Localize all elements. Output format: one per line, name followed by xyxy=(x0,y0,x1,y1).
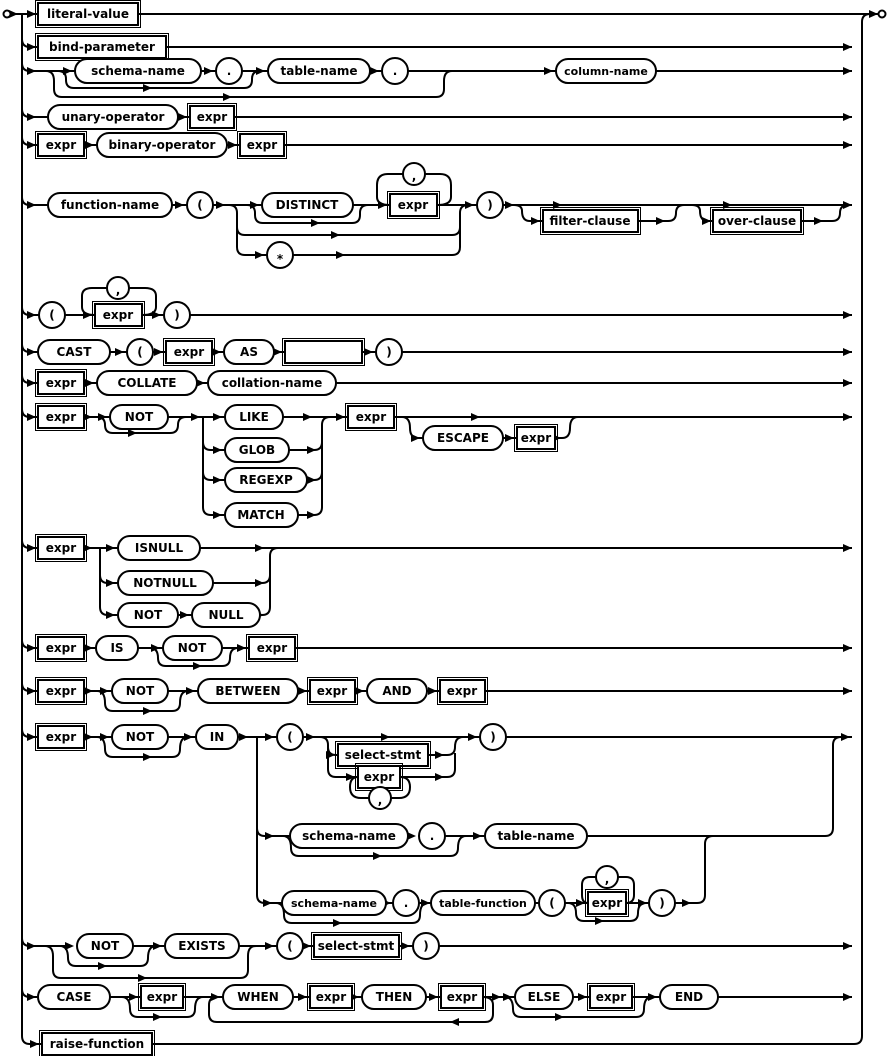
punct-comma xyxy=(596,866,618,888)
node-expr[interactable] xyxy=(36,635,87,662)
svg-text:collation-name: collation-name xyxy=(221,376,323,390)
svg-text:over-clause[interactable]: over-clause xyxy=(717,214,797,228)
node-literal-value[interactable] xyxy=(36,1,141,28)
node-expr[interactable] xyxy=(247,635,298,662)
node-select-stmt[interactable] xyxy=(312,933,402,960)
svg-text:,: , xyxy=(377,793,383,807)
svg-text:column-name: column-name xyxy=(564,65,648,78)
node-function-name xyxy=(48,193,172,217)
svg-text:NOTNULL: NOTNULL xyxy=(133,576,197,590)
punct-comma xyxy=(403,163,425,185)
punct-lparen xyxy=(539,890,565,916)
keyword-distinct xyxy=(262,193,353,217)
svg-text:expr[interactable]: expr xyxy=(316,684,348,698)
punct-rparen xyxy=(413,933,439,959)
svg-text:): ) xyxy=(174,308,180,322)
punct-star xyxy=(267,242,293,268)
node-binary-operator xyxy=(97,133,227,157)
svg-text:ESCAPE: ESCAPE xyxy=(437,431,489,445)
keyword-not xyxy=(118,603,178,627)
svg-text:expr[interactable]: expr xyxy=(591,896,623,910)
svg-text:expr[interactable]: expr xyxy=(45,730,77,744)
keyword-glob xyxy=(225,438,289,462)
svg-text:expr[interactable]: expr xyxy=(173,345,205,359)
punct-rparen xyxy=(480,724,506,750)
punct-dot xyxy=(419,823,445,849)
svg-text:expr[interactable]: expr xyxy=(246,138,278,152)
svg-text:MATCH: MATCH xyxy=(237,508,285,522)
node-unary-operator xyxy=(48,105,178,129)
svg-text:function-name: function-name xyxy=(60,198,160,212)
node-expr[interactable] xyxy=(238,132,287,159)
svg-text:EXISTS: EXISTS xyxy=(178,939,226,953)
svg-text:NOT: NOT xyxy=(177,641,207,655)
punct-comma xyxy=(107,277,129,299)
svg-text:expr[interactable]: expr xyxy=(45,376,77,390)
node-collation-name xyxy=(208,371,336,395)
svg-text:NOT: NOT xyxy=(125,684,155,698)
svg-text:*: * xyxy=(276,252,284,266)
node-expr[interactable] xyxy=(36,535,87,562)
svg-text:REGEXP: REGEXP xyxy=(239,473,293,487)
svg-text:): ) xyxy=(386,345,392,359)
node-filter-clause[interactable] xyxy=(541,208,641,235)
svg-text:table-name: table-name xyxy=(497,829,575,843)
punct-rparen xyxy=(164,302,190,328)
punct-dot xyxy=(393,890,419,916)
punct-rparen xyxy=(649,890,675,916)
svg-text:expr[interactable]: expr xyxy=(146,990,178,1004)
svg-text:NOT: NOT xyxy=(124,410,154,424)
punct-lparen xyxy=(127,339,153,365)
svg-text:expr[interactable]: expr xyxy=(256,641,288,655)
svg-text:AS: AS xyxy=(240,345,258,359)
keyword-case xyxy=(38,985,110,1009)
node-raise-function[interactable] xyxy=(40,1031,155,1056)
svg-text:(: ( xyxy=(197,198,203,212)
svg-text:.: . xyxy=(226,64,232,78)
svg-text:raise-function[interactable]: raise-function xyxy=(49,1037,145,1051)
svg-text:.: . xyxy=(392,64,398,78)
keyword-else xyxy=(515,985,573,1009)
svg-text:table-name: table-name xyxy=(280,64,358,78)
svg-text:,: , xyxy=(115,283,121,297)
keyword-when xyxy=(223,985,293,1009)
keyword-like xyxy=(225,405,283,429)
node-expr[interactable] xyxy=(586,890,629,917)
keyword-match xyxy=(225,503,298,527)
svg-text:expr[interactable]: expr xyxy=(196,110,228,124)
svg-text:expr[interactable]: expr xyxy=(45,684,77,698)
svg-text:select-stmt[interactable]: select-stmt xyxy=(344,748,422,762)
svg-text:DISTINCT: DISTINCT xyxy=(275,198,339,212)
node-expr[interactable] xyxy=(515,425,558,452)
svg-text:): ) xyxy=(659,896,665,910)
node-expr[interactable] xyxy=(388,192,440,219)
node-bind-parameter[interactable] xyxy=(36,34,169,61)
node-over-clause[interactable] xyxy=(711,208,804,235)
keyword-between xyxy=(198,679,298,703)
svg-text:,: , xyxy=(604,872,610,886)
svg-text:WHEN: WHEN xyxy=(237,990,279,1004)
svg-text:THEN: THEN xyxy=(375,990,413,1004)
keyword-not xyxy=(112,679,168,703)
keyword-not xyxy=(163,636,222,660)
svg-text:select-stmt[interactable]: select-stmt xyxy=(317,939,395,953)
keyword-null xyxy=(192,603,260,627)
start-terminal-icon xyxy=(4,11,11,18)
svg-text:.: . xyxy=(403,896,409,910)
node-expr[interactable] xyxy=(36,132,87,159)
punct-rparen xyxy=(376,339,402,365)
svg-text:binary-operator: binary-operator xyxy=(108,138,216,152)
keyword-regexp xyxy=(225,468,307,492)
svg-text:literal-value[interactable]: literal-value xyxy=(47,7,129,21)
svg-text:expr[interactable]: expr xyxy=(446,990,478,1004)
svg-text:expr[interactable]: expr xyxy=(45,641,77,655)
node-table-name xyxy=(268,59,370,83)
keyword-not xyxy=(110,405,168,429)
svg-text:expr[interactable]: expr xyxy=(363,770,395,784)
svg-text:(: ( xyxy=(49,308,55,322)
node-select-stmt[interactable] xyxy=(336,742,431,769)
node-schema-name xyxy=(290,824,408,848)
svg-text:CAST: CAST xyxy=(56,345,92,359)
node-column-name xyxy=(556,59,656,83)
node-schema-name xyxy=(282,891,386,915)
svg-text:,: , xyxy=(411,169,417,183)
svg-text:(: ( xyxy=(287,730,293,744)
svg-text:filter-clause[interactable]: filter-clause xyxy=(549,214,631,228)
svg-text:GLOB: GLOB xyxy=(238,443,276,457)
node-expr[interactable] xyxy=(346,404,397,431)
node-expr[interactable] xyxy=(588,984,635,1011)
svg-text:NOT: NOT xyxy=(125,730,155,744)
svg-text:expr[interactable]: expr xyxy=(45,541,77,555)
svg-text:ELSE: ELSE xyxy=(527,990,561,1004)
svg-text:NOT: NOT xyxy=(90,939,120,953)
svg-text:unary-operator: unary-operator xyxy=(61,110,165,124)
svg-text:expr[interactable]: expr xyxy=(520,431,552,445)
punct-lparen xyxy=(277,724,303,750)
svg-text:NULL: NULL xyxy=(208,608,244,622)
node-schema-name xyxy=(75,59,201,83)
svg-text:BETWEEN: BETWEEN xyxy=(215,684,281,698)
keyword-is xyxy=(96,636,138,660)
keyword-and xyxy=(367,679,427,703)
svg-text:table-function: table-function xyxy=(439,897,527,910)
node-expr[interactable] xyxy=(438,678,488,705)
keyword-exists xyxy=(165,934,239,958)
punct-comma xyxy=(369,787,391,809)
svg-text:expr[interactable]: expr xyxy=(45,138,77,152)
punct-rparen xyxy=(477,192,503,218)
node-expr[interactable] xyxy=(36,404,87,431)
punct-dot xyxy=(382,58,408,84)
node-type-name[interactable] xyxy=(283,339,365,366)
svg-text:NOT: NOT xyxy=(133,608,163,622)
keyword-escape xyxy=(423,426,503,450)
svg-text:IN: IN xyxy=(209,730,225,744)
node-table-name xyxy=(485,824,587,848)
svg-text:LIKE: LIKE xyxy=(239,410,269,424)
svg-text:(: ( xyxy=(287,939,293,953)
svg-text:(: ( xyxy=(549,896,555,910)
svg-text:): ) xyxy=(487,198,493,212)
keyword-notnull xyxy=(118,571,213,595)
svg-text:): ) xyxy=(423,939,429,953)
keyword-as xyxy=(224,340,274,364)
svg-text:schema-name: schema-name xyxy=(91,64,185,78)
keyword-isnull xyxy=(118,536,200,560)
node-table-function xyxy=(431,891,535,915)
punct-lparen xyxy=(39,302,65,328)
svg-text:END: END xyxy=(674,990,704,1004)
keyword-not xyxy=(112,725,168,749)
svg-text:expr[interactable]: expr xyxy=(446,684,478,698)
node-expr[interactable] xyxy=(139,984,186,1011)
svg-text:expr[interactable]: expr xyxy=(102,308,134,322)
svg-text:expr[interactable]: expr xyxy=(45,410,77,424)
node-expr[interactable] xyxy=(308,984,355,1011)
punct-dot xyxy=(216,58,242,84)
svg-text:IS: IS xyxy=(110,641,124,655)
node-expr[interactable] xyxy=(188,104,237,131)
node-expr[interactable] xyxy=(36,678,87,705)
svg-text:COLLATE: COLLATE xyxy=(117,376,177,390)
svg-text:schema-name: schema-name xyxy=(302,829,396,843)
node-expr[interactable] xyxy=(308,678,358,705)
svg-text:ISNULL: ISNULL xyxy=(134,541,184,555)
end-terminal-icon xyxy=(879,11,886,18)
svg-text:schema-name: schema-name xyxy=(291,897,377,910)
svg-text:(: ( xyxy=(137,345,143,359)
keyword-then xyxy=(362,985,426,1009)
svg-text:expr[interactable]: expr xyxy=(595,990,627,1004)
svg-text:CASE: CASE xyxy=(56,990,92,1004)
svg-text:.: . xyxy=(429,829,435,843)
svg-text:AND: AND xyxy=(382,684,412,698)
node-expr[interactable] xyxy=(36,724,87,751)
punct-lparen xyxy=(187,192,213,218)
keyword-in xyxy=(196,725,238,749)
svg-text:bind-parameter[interactable]: bind-parameter xyxy=(49,40,155,54)
svg-text:expr[interactable]: expr xyxy=(397,198,429,212)
punct-lparen xyxy=(277,933,303,959)
keyword-not xyxy=(77,934,133,958)
connector-lines xyxy=(11,14,878,1044)
node-expr[interactable] xyxy=(36,370,87,397)
svg-text:expr[interactable]: expr xyxy=(355,410,387,424)
node-expr[interactable] xyxy=(164,339,215,366)
keyword-cast xyxy=(38,340,110,364)
keyword-collate xyxy=(97,371,197,395)
svg-text:expr[interactable]: expr xyxy=(315,990,347,1004)
keyword-end xyxy=(660,985,718,1009)
node-expr[interactable] xyxy=(439,984,486,1011)
svg-text:): ) xyxy=(490,730,496,744)
node-expr[interactable] xyxy=(93,302,145,329)
